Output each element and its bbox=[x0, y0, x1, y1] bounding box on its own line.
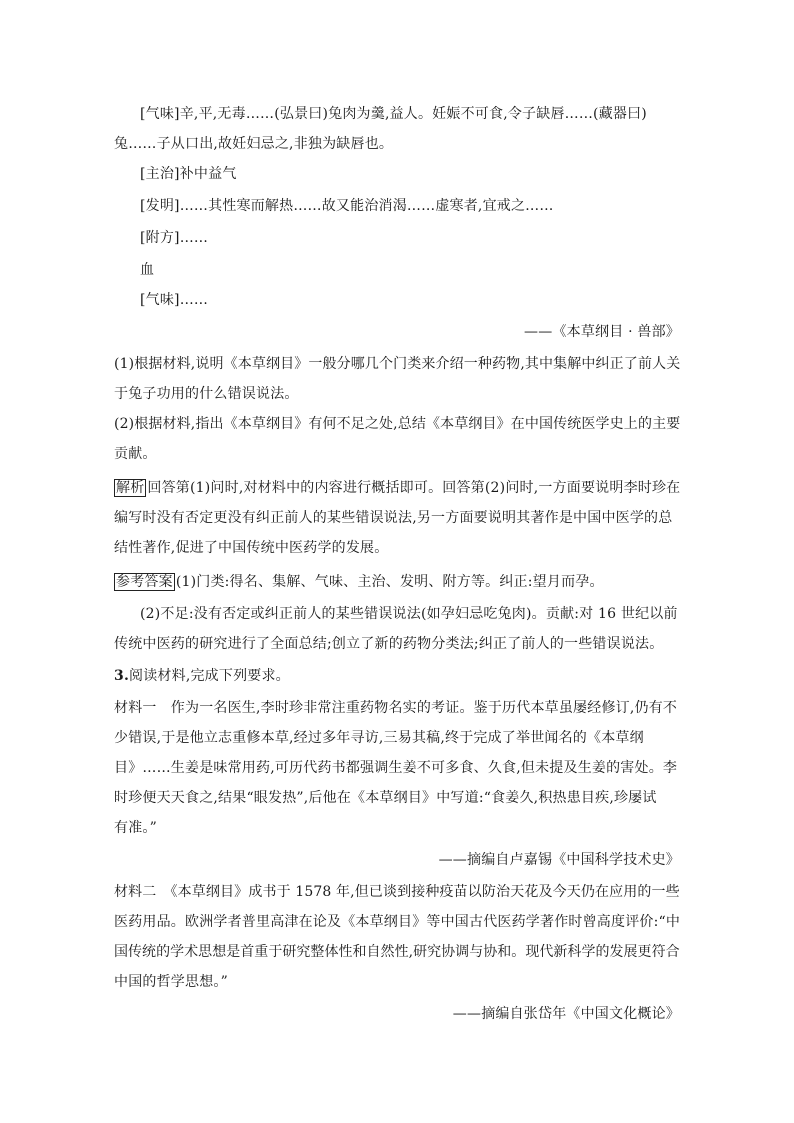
material-source: ——《本草纲目 · 兽部》 bbox=[524, 324, 680, 340]
qiwei-line-1: [气味]辛,平,无毒……(弘景曰)兔肉为羹,益人。妊娠不可食,令子缺唇……(藏器曰) bbox=[140, 106, 647, 122]
fufang-line: [附方]…… bbox=[140, 230, 209, 246]
question-3-prompt: 阅读材料,完成下列要求。 bbox=[129, 668, 290, 684]
xue-line: 血 bbox=[140, 262, 155, 278]
qiwei-line-2: 兔……子从口出,故妊妇忌之,非独为缺唇也。 bbox=[114, 136, 394, 152]
material-2-line-2: 医药用品。欧洲学者普里高津在论及《本草纲目》等中国古代医药学著作时曾高度评价:“中 bbox=[114, 914, 681, 930]
material-2-source: ——摘编自张岱年《中国文化概论》 bbox=[452, 1006, 680, 1022]
material-2-line-4: 中国的哲学思想。” bbox=[114, 974, 228, 990]
material-1-line-3: 目》……生姜是味常用药,可历代药书都强调生姜不可多食、久食,但未提及生姜的害处。李 bbox=[114, 760, 678, 776]
answer-text-1: (1)门类:得名、集解、气味、主治、发明、附方等。纠正:望月而孕。 bbox=[175, 574, 604, 590]
analysis-line-2: 编写时没有否定更没有纠正前人的某些错误说法,另一方面要说明其著作是中国中医学的总 bbox=[114, 510, 673, 526]
question-2-line-2: 贡献。 bbox=[114, 446, 157, 462]
analysis-line-1 bbox=[114, 478, 680, 498]
answer-line-1 bbox=[114, 572, 604, 592]
analysis-text-1: 回答第(1)问时,对材料中的内容进行概括即可。回答第(2)问时,一方面要说明李时珍在 bbox=[147, 480, 681, 496]
question-1-line-1: (1)根据材料,说明《本草纲目》一般分哪几个门类来介绍一种药物,其中集解中纠正了前人关 bbox=[114, 356, 681, 372]
question-3-number: 3. bbox=[114, 668, 130, 684]
zhuzhi-line: [主治]补中益气 bbox=[140, 166, 237, 182]
analysis-line-3: 结性著作,促进了中国传统中医药学的发展。 bbox=[114, 540, 389, 556]
question-1-line-2: 于兔子功用的什么错误说法。 bbox=[114, 386, 299, 402]
material-1-line-2: 少错误,于是他立志重修本草,经过多年寻访,三易其稿,终于完成了举世闻名的《本草纲 bbox=[114, 730, 644, 746]
question-3-header bbox=[114, 666, 290, 686]
answer-line-2: (2)不足:没有否定或纠正前人的某些错误说法(如孕妇忌吃兔肉)。贡献:对 16 世纪以前 bbox=[140, 606, 678, 622]
material-1-line-1: 材料一 作为一名医生,李时珍非常注重药物名实的考证。鉴于历代本草虽屡经修订,仍有不 bbox=[114, 700, 678, 716]
faming-line: [发明]……其性寒而解热……故又能治消渴……虚寒者,宜戒之…… bbox=[140, 198, 554, 214]
answer-label: 参考答案 bbox=[116, 574, 173, 590]
material-1-source: ——摘编自卢嘉锡《中国科学技术史》 bbox=[438, 852, 680, 868]
analysis-label: 解析 bbox=[116, 480, 145, 496]
material-2-line-3: 国传统的学术思想是首重于研究整体性和自然性,研究协调与协和。现代新科学的发展更符合 bbox=[114, 944, 680, 960]
material-1-line-5: 有准。” bbox=[114, 820, 157, 836]
material-1-line-4: 时珍便天天食之,结果“眼发热”,后他在《本草纲目》中写道:“食姜久,积热患目疾,珍屡试 bbox=[114, 790, 657, 806]
qiwei-2-line: [气味]…… bbox=[140, 292, 209, 308]
answer-line-3: 传统中医药的研究进行了全面总结;创立了新的药物分类法;纠正了前人的一些错误说法。 bbox=[114, 636, 664, 652]
question-2-line-1: (2)根据材料,指出《本草纲目》有何不足之处,总结《本草纲目》在中国传统医学史上的主要 bbox=[114, 416, 681, 432]
material-2-line-1: 材料二 《本草纲目》成书于 1578 年,但已谈到接种疫苗以防治天花及今天仍在应用的一些 bbox=[114, 884, 680, 900]
